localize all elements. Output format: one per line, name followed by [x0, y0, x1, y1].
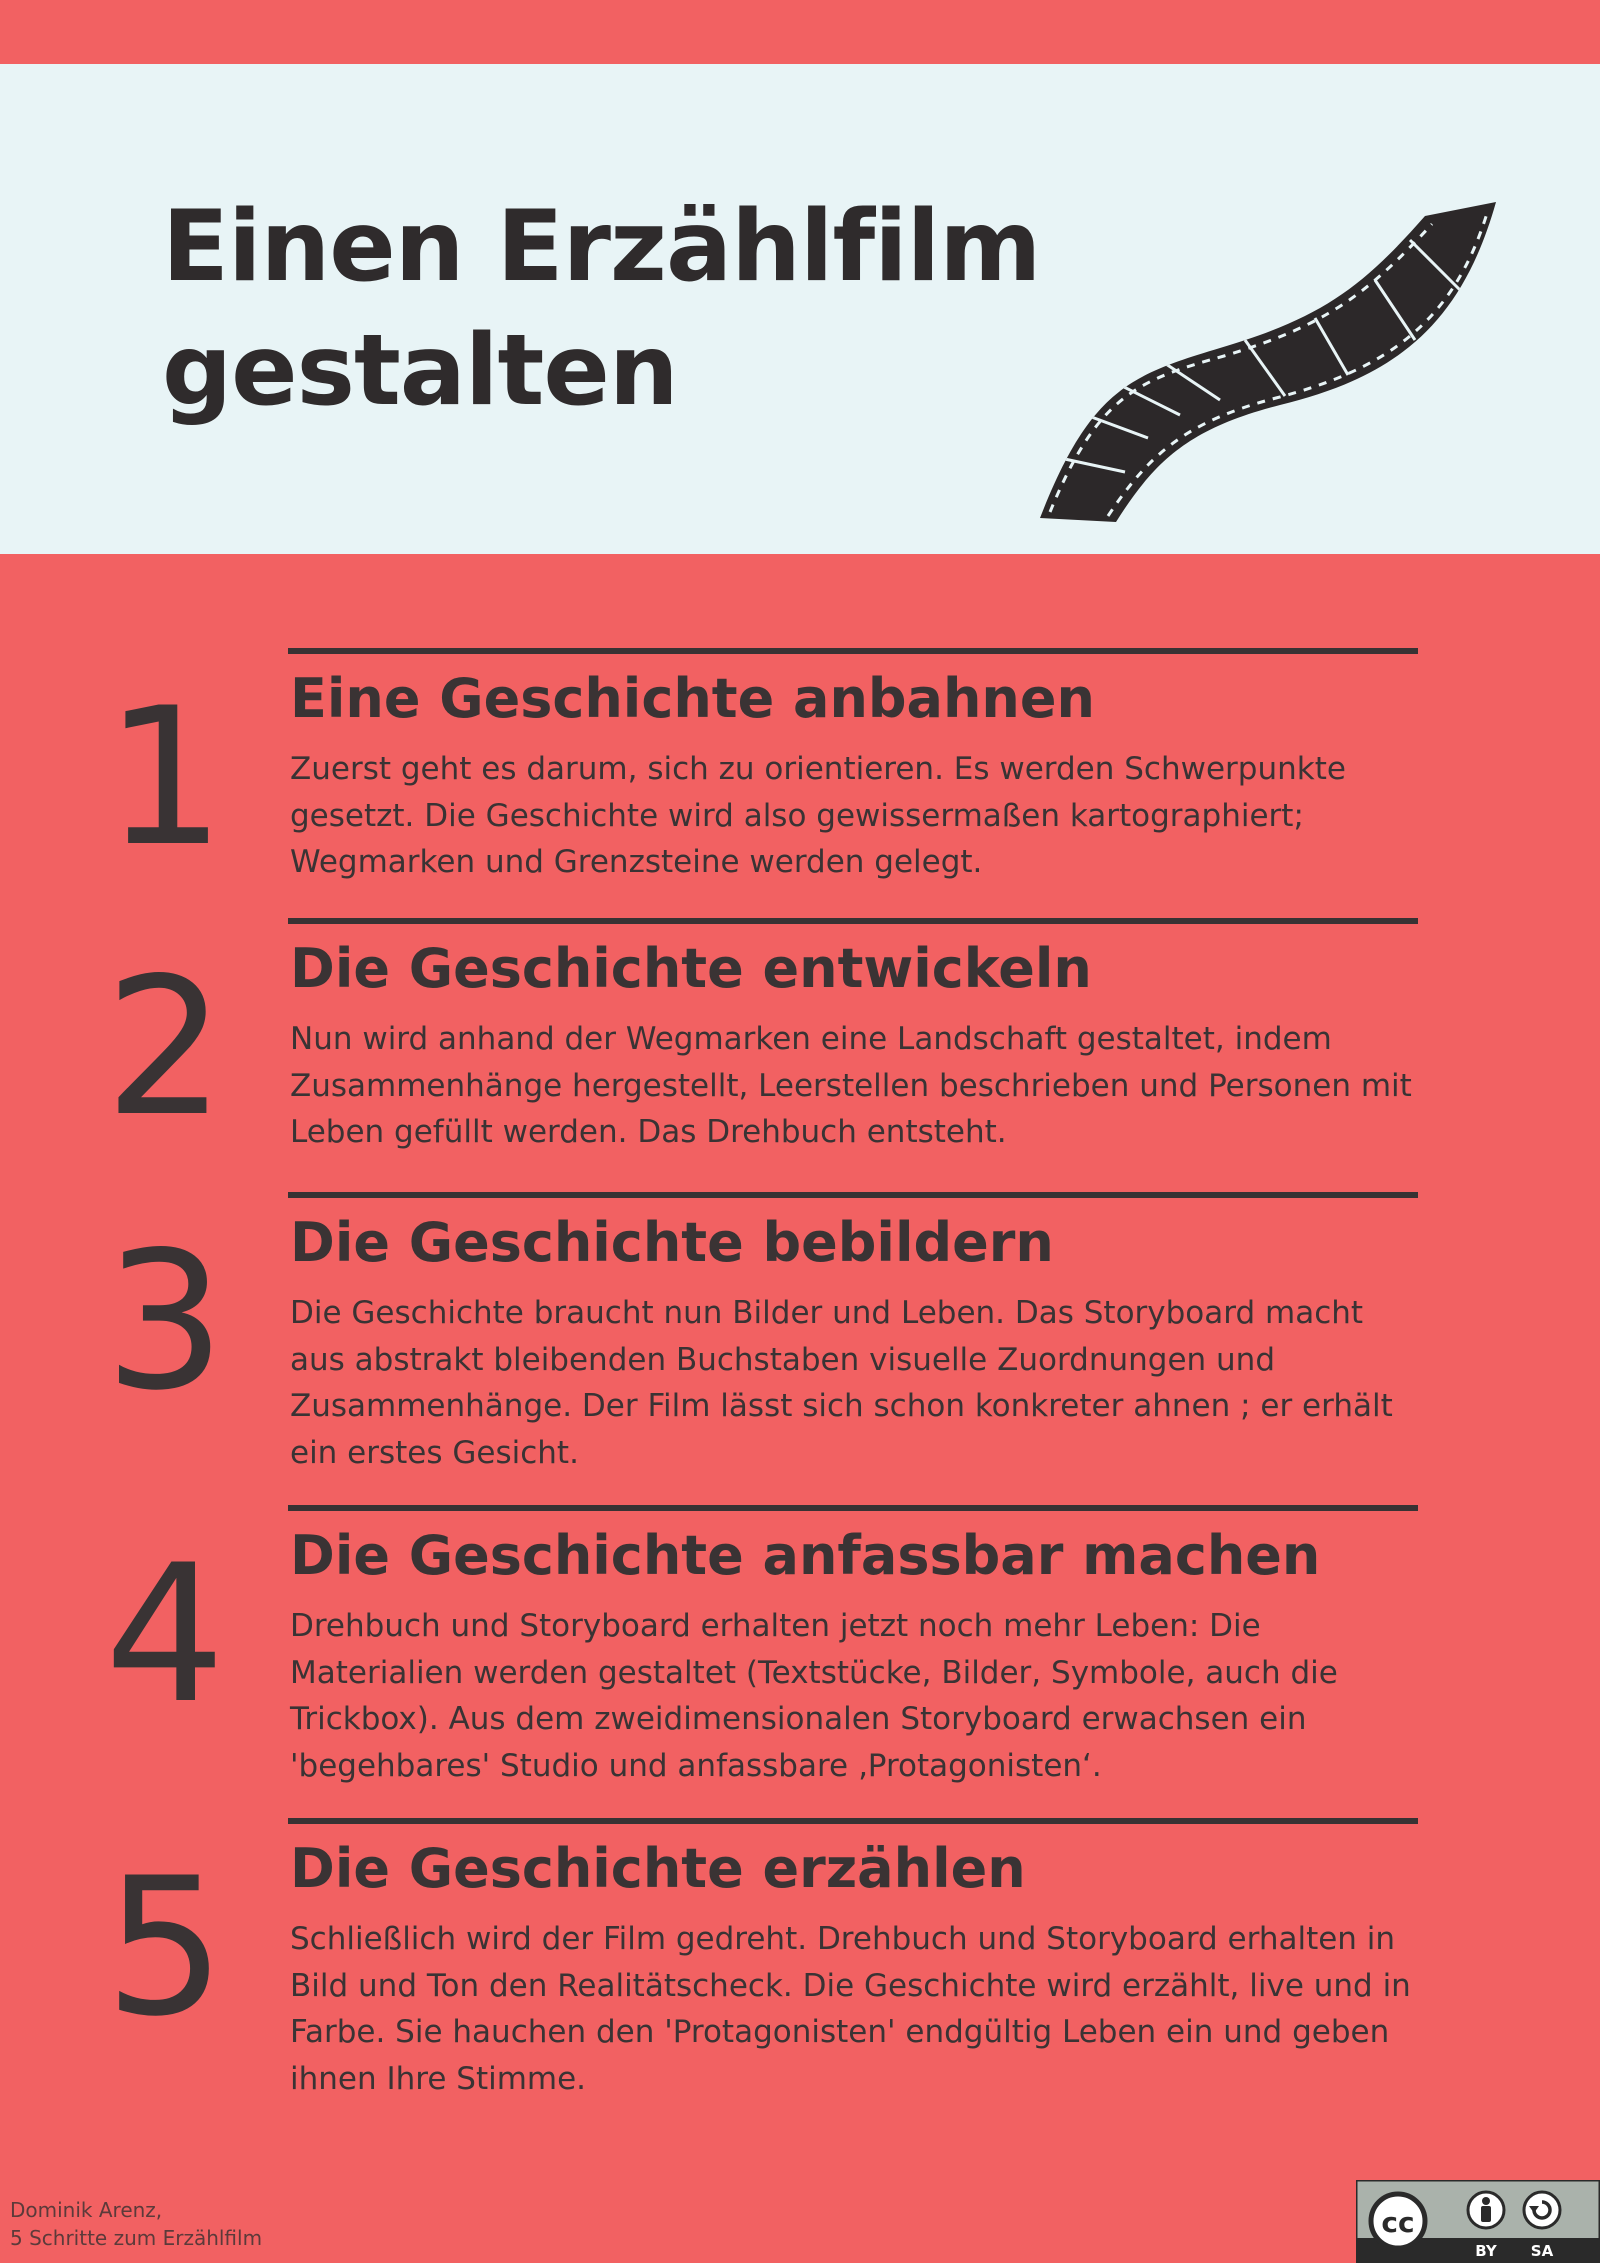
sa-share-alike-icon — [1524, 2192, 1560, 2228]
attribution-work: 5 Schritte zum Erzählfilm — [10, 2226, 263, 2250]
step-divider — [288, 1192, 1418, 1198]
step-divider — [288, 1505, 1418, 1511]
filmstrip-icon — [1030, 200, 1500, 530]
step-number: 5 — [104, 1837, 226, 2058]
attribution-author: Dominik Arenz, — [10, 2198, 163, 2222]
step-heading: Die Geschichte entwickeln — [290, 937, 1092, 1000]
attribution — [10, 2196, 262, 2252]
step-heading: Die Geschichte erzählen — [290, 1837, 1026, 1900]
step-heading: Die Geschichte anfassbar machen — [290, 1524, 1321, 1587]
step-heading: Eine Geschichte anbahnen — [290, 667, 1095, 730]
by-person-icon — [1468, 2192, 1504, 2228]
step-text: Zuerst geht es darum, sich zu orientieren. Es werden Schwerpunkte gesetzt. Die Geschichte wird also gewissermaßen kartographiert; Wegmarken und Grenzsteine werden gelegt. — [290, 751, 1346, 880]
step-text: Die Geschichte braucht nun Bilder und Leben. Das Storyboard macht aus abstrakt bleibenden Buchstaben visuelle Zuordnungen und Zusammenhänge. Der Film lässt sich schon konkreter ahnen ; er erhält ein erstes Gesicht. — [290, 1295, 1393, 1471]
step-text: Schließlich wird der Film gedreht. Drehbuch und Storyboard erhalten in Bild und Ton den Realitätscheck. Die Geschichte wird erzählt, live und in Farbe. Sie hauchen den 'Protagonisten' endgültig Leben ein und geben ihnen Ihre Stimme. — [290, 1921, 1411, 2097]
step-divider — [288, 648, 1418, 654]
step-number: 3 — [104, 1211, 226, 1432]
sa-label: SA — [1530, 2242, 1554, 2260]
step-number: 1 — [104, 667, 226, 888]
by-label: BY — [1475, 2242, 1497, 2260]
step-text: Nun wird anhand der Wegmarken eine Landschaft gestaltet, indem Zusammenhänge hergestellt, Leerstellen beschrieben und Personen mit Leben gefüllt werden. Das Drehbuch entsteht. — [290, 1021, 1412, 1150]
step-text: Drehbuch und Storyboard erhalten jetzt noch mehr Leben: Die Materialien werden gestaltet (Textstücke, Bilder, Symbole, auch die Trickbox). Aus dem zweidimensionalen Storyboard erwachsen ein 'begehbares' Studio und anfassbare ‚Protagonisten‘. — [290, 1608, 1338, 1784]
cc-icon-label: cc — [1381, 2206, 1415, 2239]
step-divider — [288, 1818, 1418, 1824]
page-title: Einen Erzählfilm gestalten — [162, 190, 1041, 428]
step-heading: Die Geschichte bebildern — [290, 1211, 1054, 1274]
step-number: 4 — [104, 1524, 226, 1745]
cc-license-badge[interactable] — [1356, 2180, 1600, 2263]
step-number: 2 — [104, 937, 226, 1158]
step-divider — [288, 918, 1418, 924]
